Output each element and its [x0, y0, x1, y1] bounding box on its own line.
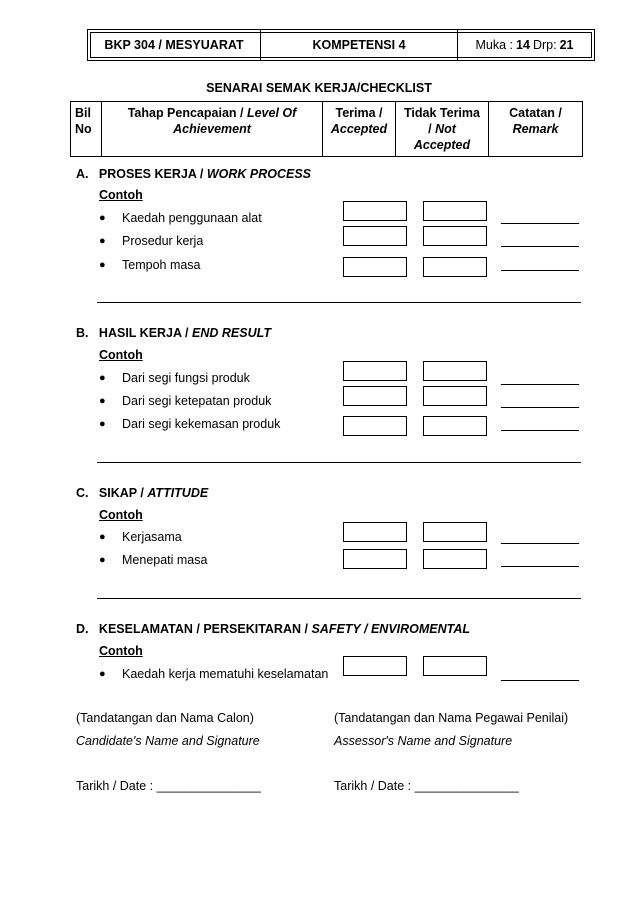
checklist-item: [99, 234, 203, 248]
page-label: Muka :: [475, 38, 514, 52]
page-indicator: [458, 30, 594, 60]
accepted-box[interactable]: [343, 549, 407, 569]
checklist-item: [99, 553, 207, 567]
stage-label-en: Level Of: [246, 106, 297, 120]
accepted-box[interactable]: [343, 226, 407, 246]
item-label: Prosedur kerja: [122, 234, 204, 248]
item-label: Dari segi ketepatan produk: [122, 394, 272, 408]
not-accepted-box[interactable]: [423, 361, 487, 381]
section-letter: D.: [76, 622, 89, 636]
section-title: KESELAMATAN / PERSEKITARAN /: [98, 622, 308, 636]
section-d-contoh: Contoh: [99, 644, 143, 658]
accepted-box[interactable]: [343, 361, 407, 381]
item-label: Dari segi kekemasan produk: [122, 417, 281, 431]
column-remark: [489, 102, 583, 157]
reject-label-en: Not: [435, 122, 456, 136]
bullet-icon: ●: [99, 531, 106, 543]
bullet-icon: ●: [99, 372, 106, 384]
checklist-item: [99, 394, 271, 408]
item-label: Kerjasama: [122, 530, 182, 544]
not-accepted-box[interactable]: [423, 416, 487, 436]
page-number: 14: [516, 38, 530, 52]
checklist-item: [99, 371, 250, 385]
column-bil: [71, 102, 102, 157]
item-label: Kaedah kerja mematuhi keselamatan: [122, 667, 329, 681]
checklist-item: [99, 530, 182, 544]
remark-line[interactable]: [501, 270, 579, 271]
remark-line[interactable]: [501, 680, 579, 681]
assessor-signature-label-en: Assessor's Name and Signature: [334, 734, 513, 748]
accepted-box[interactable]: [343, 656, 407, 676]
not-accepted-box[interactable]: [423, 201, 487, 221]
section-letter: C.: [76, 486, 89, 500]
section-divider: [97, 598, 581, 599]
total-label: Drp:: [532, 38, 557, 52]
not-accepted-box[interactable]: [423, 257, 487, 277]
assessor-signature-label: (Tandatangan dan Nama Pegawai Penilai): [334, 711, 569, 725]
section-b-heading: [76, 326, 271, 340]
section-title: PROSES KERJA /: [98, 167, 204, 181]
competency-label: KOMPETENSI 4: [261, 30, 458, 60]
accepted-box[interactable]: [343, 386, 407, 406]
section-title: SIKAP /: [98, 486, 144, 500]
remark-label-en: Remark: [512, 122, 559, 136]
checklist-item: [99, 667, 328, 681]
not-accepted-box[interactable]: [423, 386, 487, 406]
remark-line[interactable]: [501, 566, 579, 567]
section-title: HASIL KERJA /: [98, 326, 189, 340]
section-title-en: END RESULT: [192, 326, 271, 340]
accepted-box[interactable]: [343, 416, 407, 436]
bullet-icon: ●: [99, 554, 106, 566]
accepted-box[interactable]: [343, 257, 407, 277]
no-label: No: [75, 122, 92, 136]
remark-line[interactable]: [501, 384, 579, 385]
item-label: Dari segi fungsi produk: [122, 371, 250, 385]
accepted-box[interactable]: [343, 522, 407, 542]
section-letter: B.: [76, 326, 89, 340]
accept-label: Terima /: [335, 106, 383, 120]
remark-line[interactable]: [501, 407, 579, 408]
item-label: Tempoh masa: [122, 258, 201, 272]
bil-label: Bil: [75, 106, 91, 120]
course-code: BKP 304 / MESYUARAT: [88, 30, 261, 60]
column-stage: [102, 102, 323, 157]
not-accepted-box[interactable]: [423, 226, 487, 246]
checklist-item: [99, 417, 280, 431]
stage-label-en-2: Achievement: [173, 122, 251, 136]
candidate-signature-label-en: Candidate's Name and Signature: [76, 734, 260, 748]
candidate-signature-label: (Tandatangan dan Nama Calon): [76, 711, 254, 725]
bullet-icon: ●: [99, 212, 106, 224]
column-not-accepted: [396, 102, 489, 157]
reject-label: Tidak Terima: [404, 106, 480, 120]
section-a-heading: [76, 167, 311, 181]
item-label: Kaedah penggunaan alat: [122, 211, 262, 225]
bullet-icon: ●: [99, 668, 106, 680]
checklist-column-headers: [70, 101, 583, 157]
section-divider: [97, 302, 581, 303]
not-accepted-box[interactable]: [423, 549, 487, 569]
not-accepted-box[interactable]: [423, 522, 487, 542]
accept-label-en: Accepted: [330, 122, 388, 136]
remark-line[interactable]: [501, 543, 579, 544]
column-accepted: [323, 102, 396, 157]
remark-line[interactable]: [501, 246, 579, 247]
section-title-en: WORK PROCESS: [206, 167, 312, 181]
total-pages: 21: [559, 38, 574, 52]
section-a-contoh: Contoh: [99, 188, 143, 202]
page-title: SENARAI SEMAK KERJA/CHECKLIST: [206, 81, 432, 95]
checklist-item: [99, 258, 201, 272]
not-accepted-box[interactable]: [423, 656, 487, 676]
section-b-contoh: Contoh: [99, 348, 143, 362]
section-c-contoh: Contoh: [99, 508, 143, 522]
bullet-icon: ●: [99, 235, 106, 247]
bullet-icon: ●: [99, 418, 106, 430]
reject-slash: /: [428, 122, 432, 136]
section-title-en: SAFETY / ENVIROMENTAL: [311, 622, 471, 636]
section-divider: [97, 462, 581, 463]
document-header: [87, 29, 595, 61]
remark-line[interactable]: [501, 223, 579, 224]
candidate-date-field[interactable]: Tarikh / Date : _______________: [76, 779, 261, 793]
section-title-en: ATTITUDE: [147, 486, 209, 500]
section-c-heading: [76, 486, 208, 500]
checklist-item: [99, 211, 262, 225]
remark-label: Catatan /: [509, 106, 562, 120]
item-label: Menepati masa: [122, 553, 208, 567]
section-d-heading: [76, 622, 470, 636]
assessor-date-field[interactable]: Tarikh / Date : _______________: [334, 779, 519, 793]
accepted-box[interactable]: [343, 201, 407, 221]
reject-label-en-2: Accepted: [413, 138, 471, 152]
stage-label: Tahap Pencapaian /: [127, 106, 244, 120]
bullet-icon: ●: [99, 259, 106, 271]
remark-line[interactable]: [501, 430, 579, 431]
section-letter: A.: [76, 167, 89, 181]
bullet-icon: ●: [99, 395, 106, 407]
